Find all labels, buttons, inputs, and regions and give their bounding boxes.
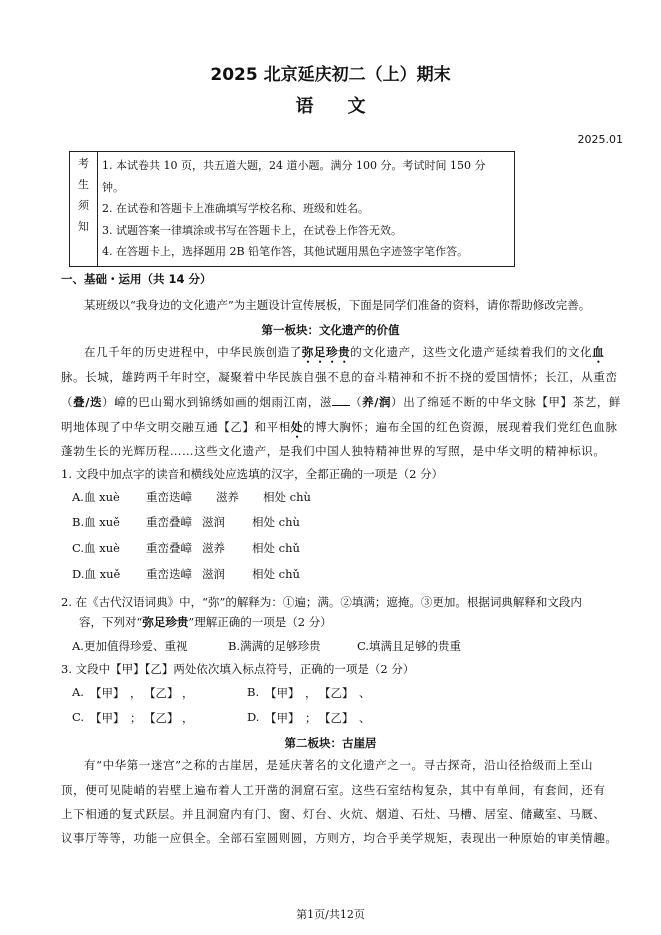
page-number: 第1页/共12页 bbox=[296, 908, 365, 921]
passage-line: 议事厅等等，功能一应俱全。全部石室圆则圆，方则方，均合乎美学规矩，表现出一种原始的审美情趣。 bbox=[61, 831, 618, 845]
dotted-char: 处 bbox=[290, 420, 304, 434]
passage-line: 脉。长城，雄跨两千年时空，凝聚着中华民族自强不息的奋斗精神和不折不挠的爱国情怀；长江，从重峦 bbox=[61, 370, 618, 384]
question-2-stem: 2. 在《古代汉语词典》中，“弥”的解释为：①遍；满。②填满；遮掩。③更加。根据词典解释和文段内 bbox=[61, 595, 582, 609]
emphasis-phrase: 弥足珍贵 bbox=[301, 345, 351, 359]
passage-line: （叠/迭）嶂的巴山蜀水到锦绣如画的烟雨江南，滋 （养/润）出了绵延不断的中华文脉【甲】茶艺，鲜 bbox=[61, 395, 622, 409]
q1-option-c: C.血 xuè 重峦叠嶂 滋养 相处 chǔ bbox=[72, 541, 300, 555]
notice-item: 1. 本试卷共 10 页，共五道大题，24 道小题。满分 100 分。考试时间 150 分钟。 bbox=[102, 159, 486, 194]
q1-option-a: A.血 xuè 重峦迭嶂 滋养 相处 chù bbox=[72, 490, 311, 504]
q2-option-b: B.满满的足够珍贵 bbox=[228, 639, 321, 653]
section-heading: 一、基础・运用（共 14 分） bbox=[61, 272, 212, 286]
block1-title: 第一板块：文化遗产的价值 bbox=[261, 323, 400, 337]
q3-option-b: B. 【甲】 ， 【乙】 、 bbox=[247, 685, 371, 700]
question-3-stem: 3. 文段中【甲】【乙】两处依次填入标点符号，正确的一项是（2 分） bbox=[61, 662, 415, 676]
exam-notice-table bbox=[69, 151, 515, 267]
passage-line: 上下相通的复式跃层。并且洞窟内有门、窗、灯台、火炕、烟道、石灶、马槽、居室、储藏室、马厩、 bbox=[61, 807, 606, 821]
question-1-stem: 1. 文段中加点字的读音和横线处应选填的汉字，全都正确的一项是（2 分） bbox=[61, 467, 444, 481]
exam-date: 2025.01 bbox=[577, 133, 623, 146]
question-2-stem-cont: 容，下列对“弥足珍贵”理解正确的一项是（2 分） bbox=[79, 615, 332, 629]
notice-item: 2. 在试卷和答题卡上准确填写学校名称、班级和姓名。 bbox=[102, 202, 369, 215]
q2-option-c: C.填满且足够的贵重 bbox=[357, 639, 462, 653]
subject-title: 语文 bbox=[295, 96, 400, 117]
passage-line: 蓬勃生长的光辉历程……这些文化遗产，是我们中国人独特精神世界的写照，是中华文明的精神标识。 bbox=[61, 444, 606, 458]
notice-item: 3. 试题答案一律填涂或书写在答题卡上，在试卷上作答无效。 bbox=[102, 223, 402, 237]
q1-option-d: D.血 xuě 重峦迭嶂 滋润 相处 chǔ bbox=[72, 567, 300, 581]
block2-title: 第二板块：古崖居 bbox=[284, 736, 377, 750]
q2-option-a: A.更加值得珍爱、重视 bbox=[72, 639, 188, 653]
notice-item: 4. 在答题卡上，选择题用 2B 铅笔作答，其他试题用黑色字迹签字笔作答。 bbox=[102, 245, 469, 258]
passage-line: 顶，便可见陡峭的岩壁上遍布着人工开凿的洞窟石室。这些石室结构复杂，其中有单间，有套间，还有 bbox=[61, 783, 606, 797]
notice-items bbox=[98, 152, 515, 267]
passage-line: 在几千年的历史进程中，中华民族创造了弥足珍贵的文化遗产，这些文化遗产延续着我们的文化血 bbox=[84, 345, 605, 359]
q1-option-b: B.血 xuě 重峦叠嶂 滋润 相处 chù bbox=[72, 515, 300, 529]
passage-line: 有“中华第一迷宫”之称的古崖居，是延庆著名的文化遗产之一。寻古探奇，沿山径拾级而上至山 bbox=[84, 758, 594, 772]
q3-option-a: A. 【甲】 ， 【乙】 ， bbox=[72, 685, 194, 700]
document-title: 2025 北京延庆初二（上）期末 bbox=[210, 65, 451, 85]
section-intro: 某班级以“我身边的文化遗产”为主题设计宣传展板，下面是同学们准备的资料，请你帮助修改完善。 bbox=[84, 298, 591, 312]
fill-blank bbox=[332, 395, 350, 406]
q3-option-c: C. 【甲】 ； 【乙】 ， bbox=[72, 710, 194, 725]
passage-line: 明地体现了中华文明交融互通【乙】和平相处的博大胸怀；遍布全国的红色资源，展现着我们党红色血脉 bbox=[61, 420, 618, 434]
notice-label: 考 生 须 知 bbox=[70, 152, 98, 267]
dotted-char: 血 bbox=[592, 345, 605, 359]
q3-option-d: D. 【甲】 ； 【乙】 、 bbox=[247, 710, 371, 725]
